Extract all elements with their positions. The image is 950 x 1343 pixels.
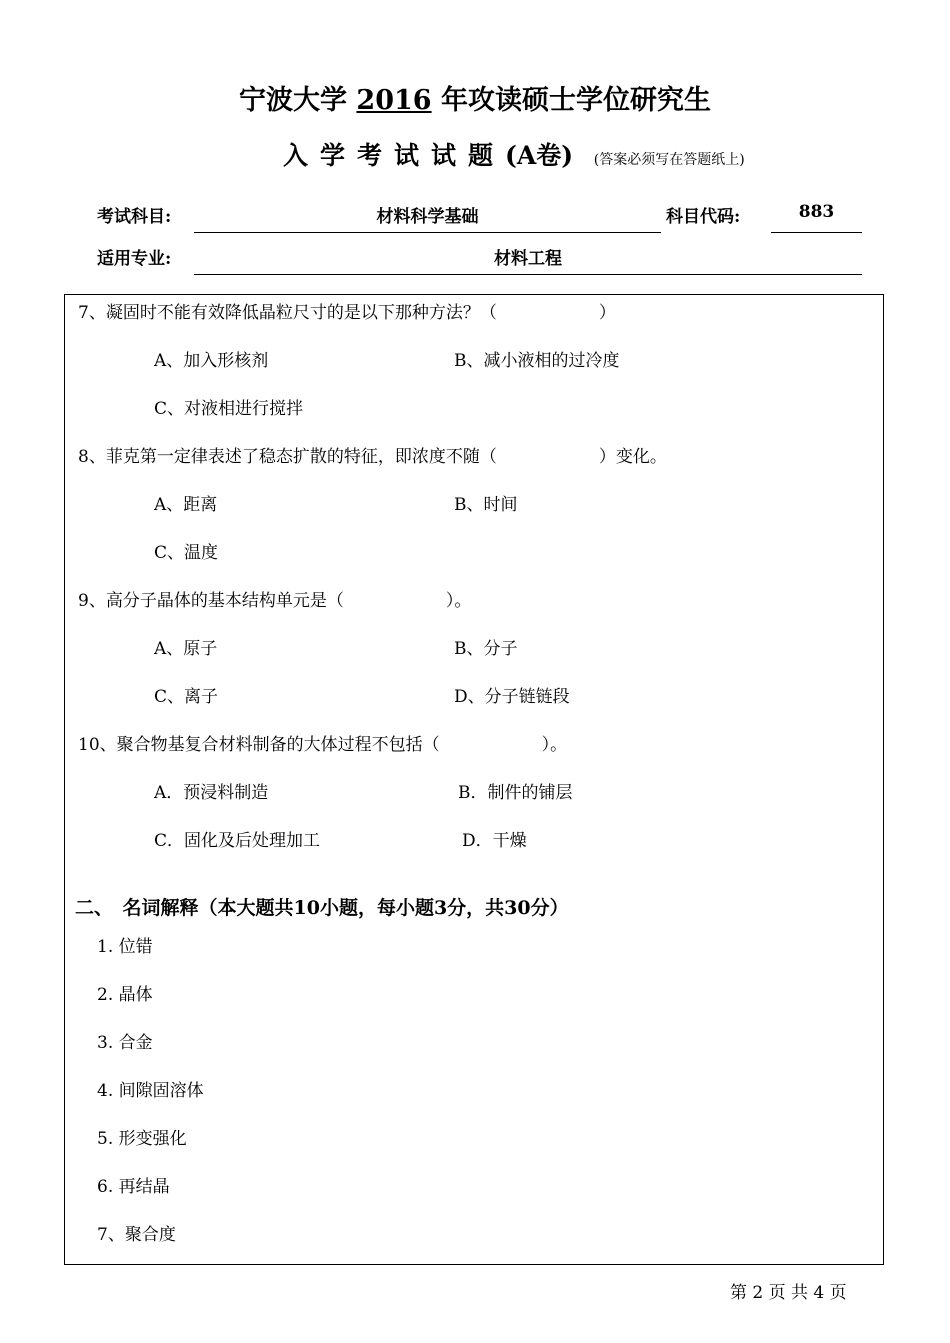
page-number: 第 2 页 共 4 页 — [730, 1283, 847, 1303]
option: B、分子 — [454, 639, 518, 659]
question-stem: 9、高分子晶体的基本结构单元是（ ）。 — [78, 591, 472, 611]
option: C、对液相进行搅拌 — [154, 399, 304, 419]
exam-subtitle — [283, 136, 745, 172]
title-year: 2016 — [356, 85, 432, 116]
subject-underline — [194, 232, 661, 233]
option: C、离子 — [154, 687, 219, 707]
term-item: 6. 再结晶 — [97, 1177, 170, 1197]
option: A、原子 — [154, 639, 218, 659]
subtitle-text: 入学考试试题 — [283, 141, 506, 170]
term-item: 1. 位错 — [97, 937, 153, 957]
option: C．固化及后处理加工 — [154, 831, 321, 851]
option: A、距离 — [154, 495, 218, 515]
term-item: 5. 形变强化 — [97, 1129, 187, 1149]
question-stem: 7、凝固时不能有效降低晶粒尺寸的是以下那种方法？（ ） — [78, 303, 616, 323]
section-heading: 二、 名词解释（本大题共10小题，每小题3分，共30分） — [75, 897, 569, 919]
option: B．制件的铺层 — [458, 783, 573, 803]
question-stem: 8、菲克第一定律表述了稳态扩散的特征，即浓度不随（ ）变化。 — [78, 447, 667, 467]
term-item: 4. 间隙固溶体 — [97, 1081, 204, 1101]
subject-label: 考试科目: — [97, 207, 172, 227]
question-stem: 10、聚合物基复合材料制备的大体过程不包括（ ）。 — [78, 735, 568, 755]
term-item: 3. 合金 — [97, 1033, 153, 1053]
major-label: 适用专业: — [97, 249, 172, 269]
term-item: 7、聚合度 — [97, 1225, 176, 1245]
code-label: 科目代码: — [666, 207, 741, 227]
exam-title — [0, 78, 950, 117]
option: B、时间 — [454, 495, 518, 515]
major-underline — [194, 274, 862, 275]
option: A．预浸料制造 — [154, 783, 269, 803]
title-part2: 年攻读硕士学位研究生 — [440, 85, 711, 116]
option: B、减小液相的过冷度 — [454, 351, 620, 371]
answer-note: (答案必须写在答题纸上) — [593, 152, 745, 168]
option: D．干燥 — [462, 831, 527, 851]
code-value: 883 — [798, 202, 835, 222]
paper-type: (A卷) — [505, 141, 574, 170]
subject-value: 材料科学基础 — [376, 207, 479, 227]
option: D、分子链链段 — [454, 687, 570, 707]
code-underline — [771, 232, 862, 233]
option: C、温度 — [154, 543, 219, 563]
major-value: 材料工程 — [494, 249, 562, 269]
option: A、加入形核剂 — [154, 351, 269, 371]
term-item: 2. 晶体 — [97, 985, 153, 1005]
title-part1: 宁波大学 — [239, 85, 348, 116]
